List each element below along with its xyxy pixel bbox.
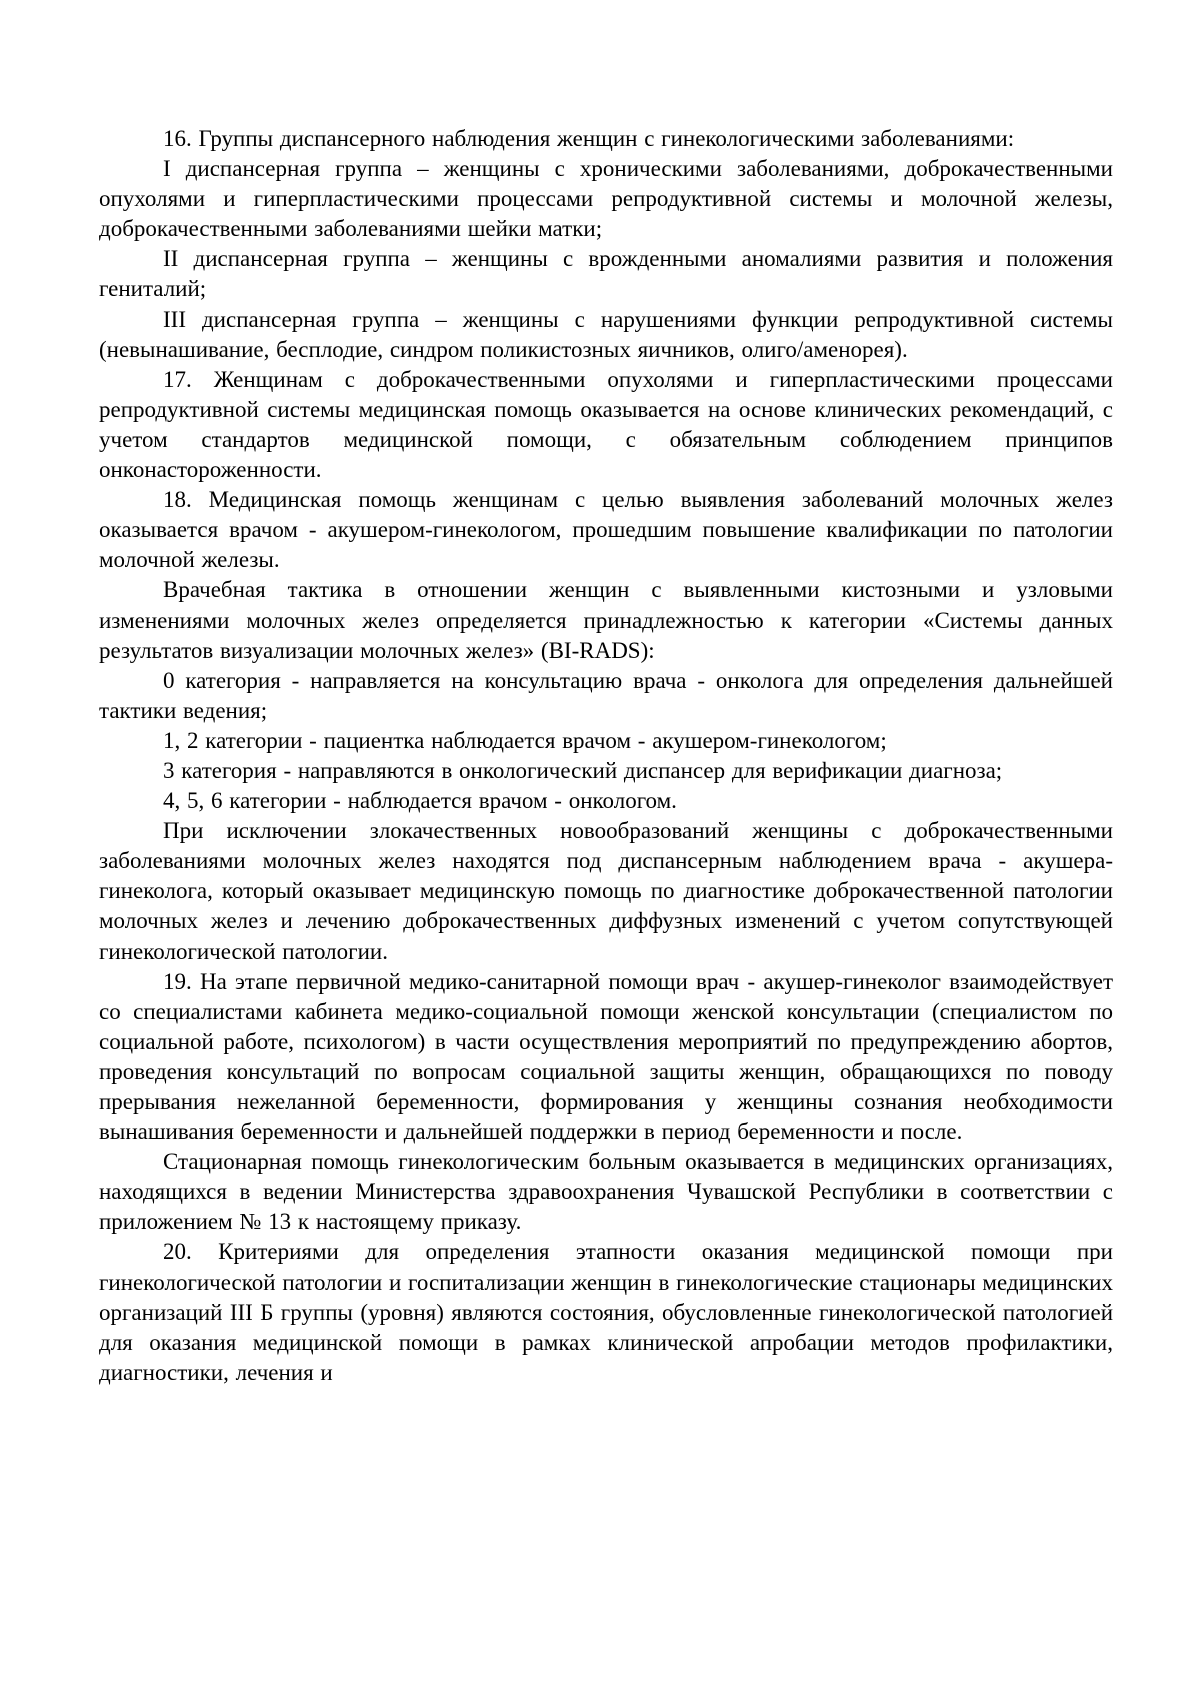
para-category-3: 3 категория - направляются в онкологический диспансер для верификации диагноза; xyxy=(163,757,1003,783)
para-dispensary-group-3: III диспансерная группа – женщины с нарушениями функции репродуктивной системы (невынашивание, бесплодие, синдром поликистозных яичников, олиго/аменорея). xyxy=(99,306,1113,362)
document-body xyxy=(99,124,1113,1388)
para-19-primary-care: 19. На этапе первичной медико-санитарной помощи врач - акушер-гинеколог взаимодействует со специалистами кабинета медико-социальной помощи женской консультации (специалистом по социальной работе, психологом) в части осуществления мероприятий по предупреждению абортов, проведения консультаций по вопросам социальной защиты женщин, обращающихся по поводу прерывания нежеланной беременности, формирования у женщины сознания необходимости вынашивания беременности и дальнейшей поддержки в период беременности и после. xyxy=(99,968,1113,1145)
para-dispensary-group-1: I диспансерная группа – женщины с хроническими заболеваниями, доброкачественными опухолями и гиперпластическими процессами репродуктивной системы и молочной железы, доброкачественными заболеваниями шейки матки; xyxy=(99,156,1113,242)
para-category-4-5-6: 4, 5, 6 категории - наблюдается врачом - онкологом. xyxy=(163,788,677,814)
para-category-1-2: 1, 2 категории - пациентка наблюдается врачом - акушером-гинекологом; xyxy=(163,727,887,753)
para-benign-followup: При исключении злокачественных новообразований женщины с доброкачественными заболеваниями молочных желез находятся под диспансерным наблюдением врача - акушера-гинеколога, который оказывает медицинскую помощь по диагностике доброкачественной патологии молочных желез и лечению доброкачественных диффузных изменений с учетом сопутствующей гинекологической патологии. xyxy=(99,818,1113,964)
para-category-0: 0 категория - направляется на консультацию врача - онколога для определения дальнейшей тактики ведения; xyxy=(99,667,1113,723)
para-17-benign-tumors-care: 17. Женщинам с доброкачественными опухолями и гиперпластическими процессами репродуктивной системы медицинская помощь оказывается на основе клинических рекомендаций, с учетом стандартов медицинской помощи, с обязательным соблюдением принципов онконастороженности. xyxy=(99,366,1113,483)
para-16-dispensary-groups-intro: 16. Группы диспансерного наблюдения женщин с гинекологическими заболеваниями: xyxy=(163,126,1015,151)
para-dispensary-group-2: II диспансерная группа – женщины с врожденными аномалиями развития и положения гениталий; xyxy=(99,246,1113,302)
para-20-hospitalization-criteria: 20. Критериями для определения этапности оказания медицинской помощи при гинекологической патологии и госпитализации женщин в гинекологические стационары медицинских организаций III Б группы (уровня) являются состояния, обусловленные гинекологической патологией для оказания медицинской помощи в рамках клинической апробации методов профилактики, диагностики, лечения и xyxy=(99,1239,1113,1385)
para-18-breast-care: 18. Медицинская помощь женщинам с целью выявления заболеваний молочных желез оказывается врачом - акушером-гинекологом, прошедшим повышение квалификации по патологии молочной железы. xyxy=(99,487,1113,573)
para-bi-rads-intro: Врачебная тактика в отношении женщин с выявленными кистозными и узловыми изменениями молочных желез определяется принадлежностью к категории «Системы данных результатов визуализации молочных желез» (BI-RADS): xyxy=(99,577,1113,663)
para-inpatient-care: Стационарная помощь гинекологическим больным оказывается в медицинских организациях, находящихся в ведении Министерства здравоохранения Чувашской Республики в соответствии с приложением № 13 к настоящему приказу. xyxy=(99,1149,1113,1235)
